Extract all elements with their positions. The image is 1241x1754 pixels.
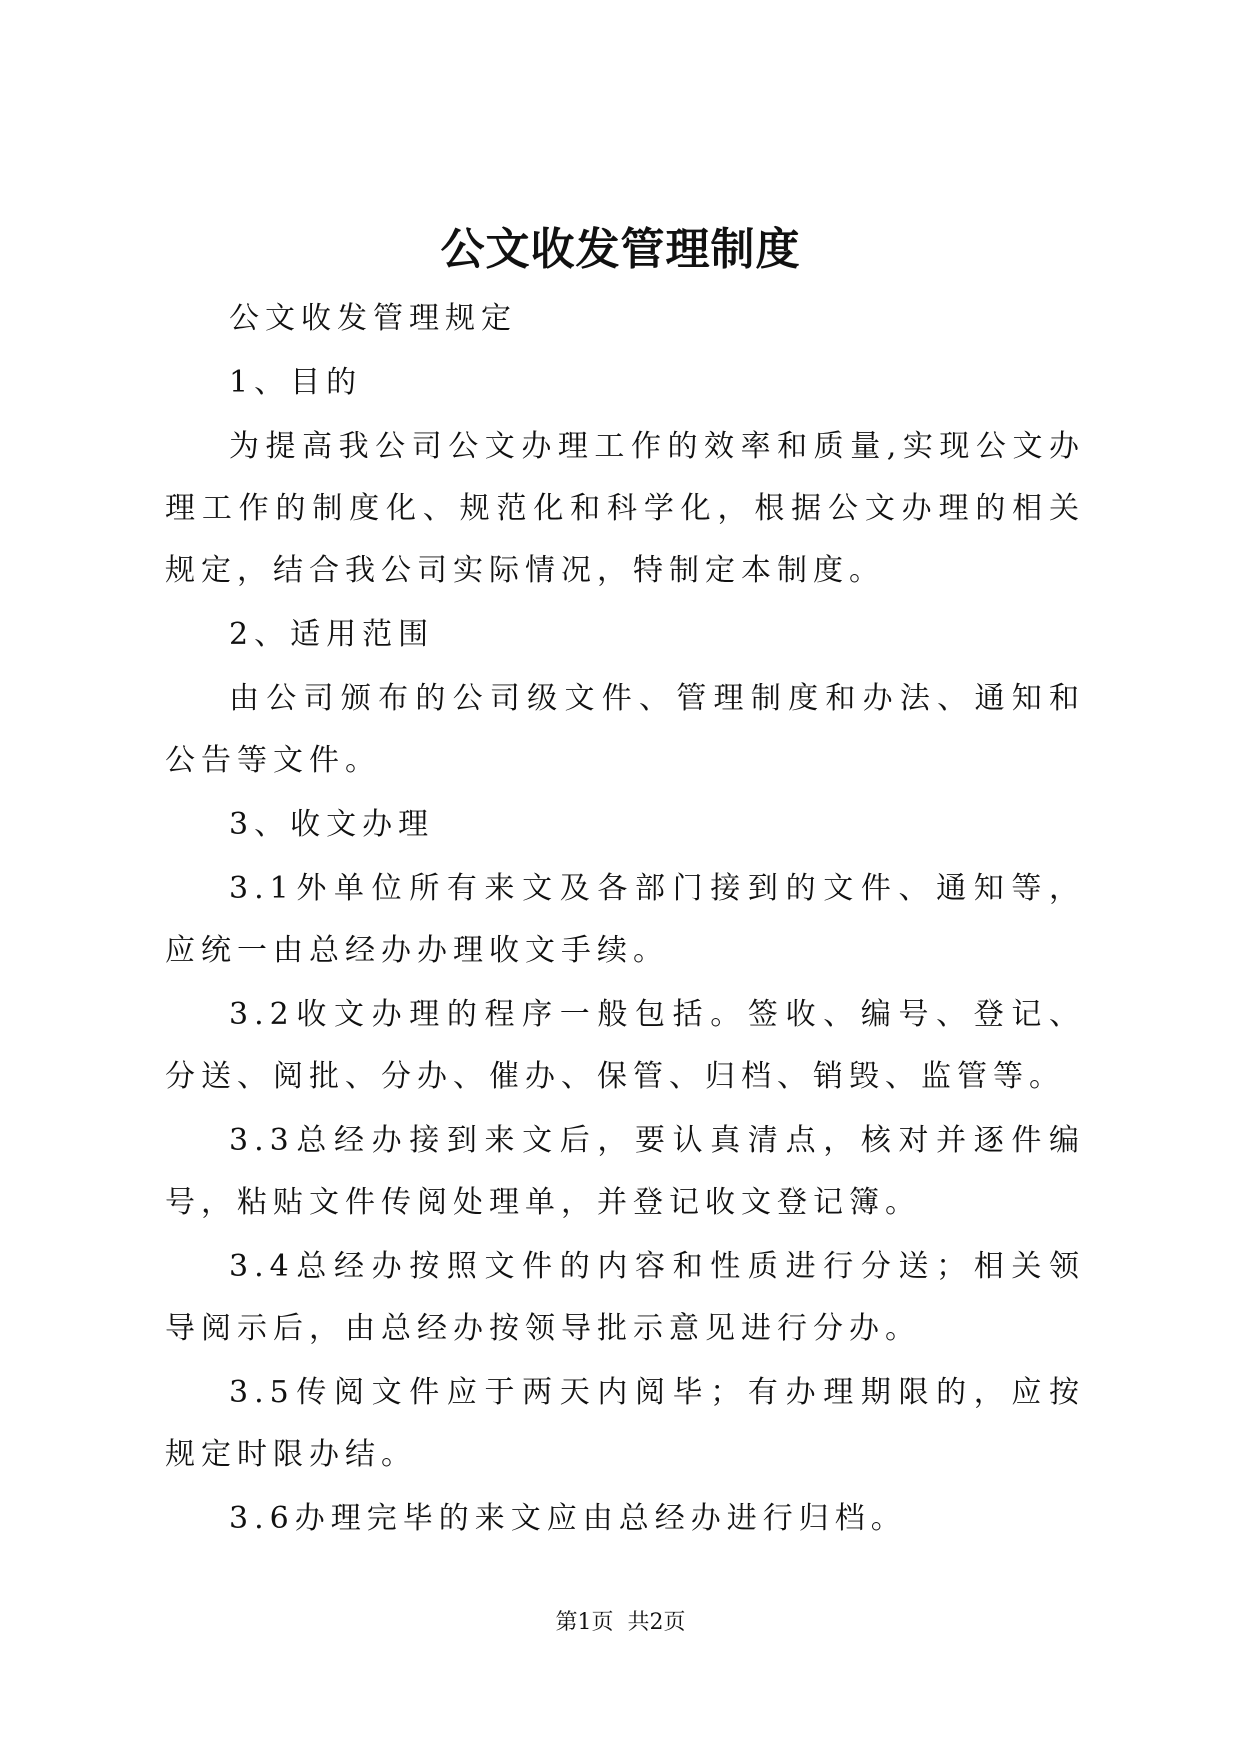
clause-3-2: 3.2收文办理的程序一般包括。签收、编号、登记、分送、阅批、分办、催办、保管、归档、销毁、监管等。 [165,997,1085,1094]
clause-3-5: 3.5传阅文件应于两天内阅毕；有办理期限的，应按规定时限办结。 [165,1375,1085,1472]
document-body [165,288,1085,1552]
clause-3-1: 3.1外单位所有来文及各部门接到的文件、通知等，应统一由总经办办理收文手续。 [165,871,1085,968]
page-number-current: 第1页 [555,1610,614,1635]
section-heading-receiving: 3、收文办理 [229,807,435,842]
clause-3-3: 3.3总经办接到来文后，要认真清点，核对并逐件编号，粘贴文件传阅处理单，并登记收文登记簿。 [165,1123,1085,1220]
page-footer [0,1608,1241,1638]
paragraph-scope: 由公司颁布的公司级文件、管理制度和办法、通知和公告等文件。 [165,681,1085,778]
section-heading-purpose: 1、目的 [229,365,363,400]
document-title: 公文收发管理制度 [440,224,801,275]
clause-3-6: 3.6办理完毕的来文应由总经办进行归档。 [229,1501,907,1536]
clause-3-4: 3.4总经办按照文件的内容和性质进行分送；相关领导阅示后，由总经办按领导批示意见进行分办。 [165,1249,1085,1346]
paragraph-purpose: 为提高我公司公文办理工作的效率和质量,实现公文办理工作的制度化、规范化和科学化，根据公文办理的相关规定，结合我公司实际情况，特制定本制度。 [165,429,1085,588]
paragraph-heading: 公文收发管理规定 [229,301,517,336]
page-number-total: 共2页 [627,1610,686,1635]
section-heading-scope: 2、适用范围 [229,617,435,652]
